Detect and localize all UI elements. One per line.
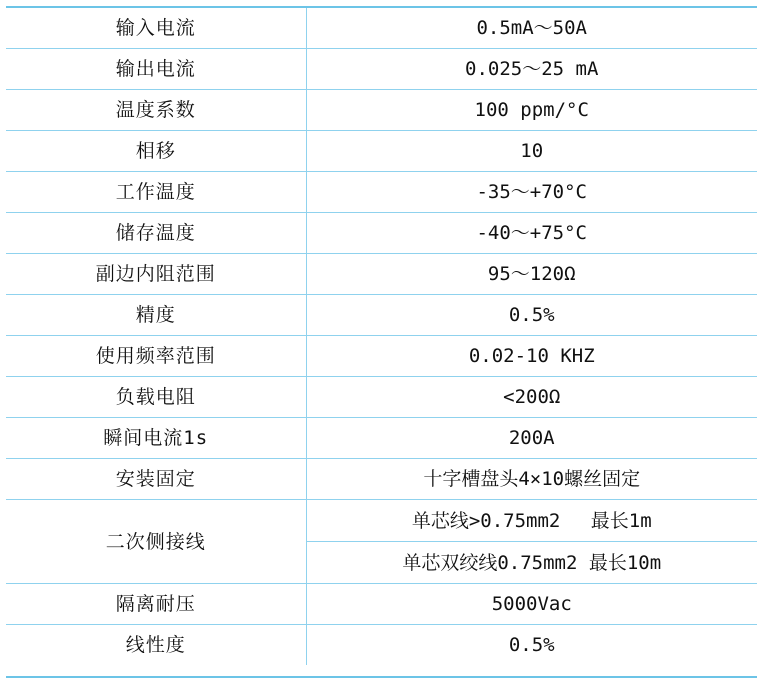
- param-value: 0.5%: [306, 625, 757, 666]
- param-label: 安装固定: [6, 459, 306, 500]
- table-row: [6, 584, 757, 625]
- table-row: [6, 459, 757, 500]
- spec-sheet: [6, 6, 757, 678]
- param-label: 工作温度: [6, 172, 306, 213]
- table-row: [6, 213, 757, 254]
- param-value: 0.5%: [306, 295, 757, 336]
- param-value: 0.02-10 KHZ: [306, 336, 757, 377]
- param-label: 储存温度: [6, 213, 306, 254]
- table-row: [6, 254, 757, 295]
- param-label: 输入电流: [6, 8, 306, 49]
- table-row: [6, 49, 757, 90]
- param-value: -40～+75°C: [306, 213, 757, 254]
- param-label: 瞬间电流1s: [6, 418, 306, 459]
- param-value: 0.025～25 mA: [306, 49, 757, 90]
- table-row: [6, 90, 757, 131]
- param-label: 线性度: [6, 625, 306, 666]
- param-value: 十字槽盘头4×10螺丝固定: [306, 459, 757, 500]
- param-value: -35～+70°C: [306, 172, 757, 213]
- param-label: 温度系数: [6, 90, 306, 131]
- table-row: [6, 295, 757, 336]
- param-label: 精度: [6, 295, 306, 336]
- param-value: 10: [306, 131, 757, 172]
- param-value: 0.5mA～50A: [476, 17, 587, 39]
- table-row: [6, 500, 757, 542]
- param-value: 单芯双绞线0.75mm2 最长10m: [306, 542, 757, 584]
- param-label: 输出电流: [6, 49, 306, 90]
- table-row: [6, 418, 757, 459]
- param-value: 单芯线>0.75mm2 最长1m: [306, 500, 757, 542]
- param-label: 相移: [6, 131, 306, 172]
- table-row: [6, 131, 757, 172]
- param-label: 负载电阻: [6, 377, 306, 418]
- table-row: [6, 172, 757, 213]
- param-label: 副边内阻范围: [6, 254, 306, 295]
- param-label: 隔离耐压: [6, 584, 306, 625]
- param-value: 5000Vac: [306, 584, 757, 625]
- table-row: [6, 377, 757, 418]
- table-row: [6, 625, 757, 666]
- spec-table: [6, 8, 757, 665]
- param-value: <200Ω: [306, 377, 757, 418]
- param-value: 100 ppm/°C: [306, 90, 757, 131]
- param-value: 95～120Ω: [306, 254, 757, 295]
- param-label: 二次侧接线: [6, 500, 306, 584]
- param-value: 200A: [306, 418, 757, 459]
- table-row: [6, 8, 757, 49]
- param-label: 使用频率范围: [6, 336, 306, 377]
- table-row: [6, 336, 757, 377]
